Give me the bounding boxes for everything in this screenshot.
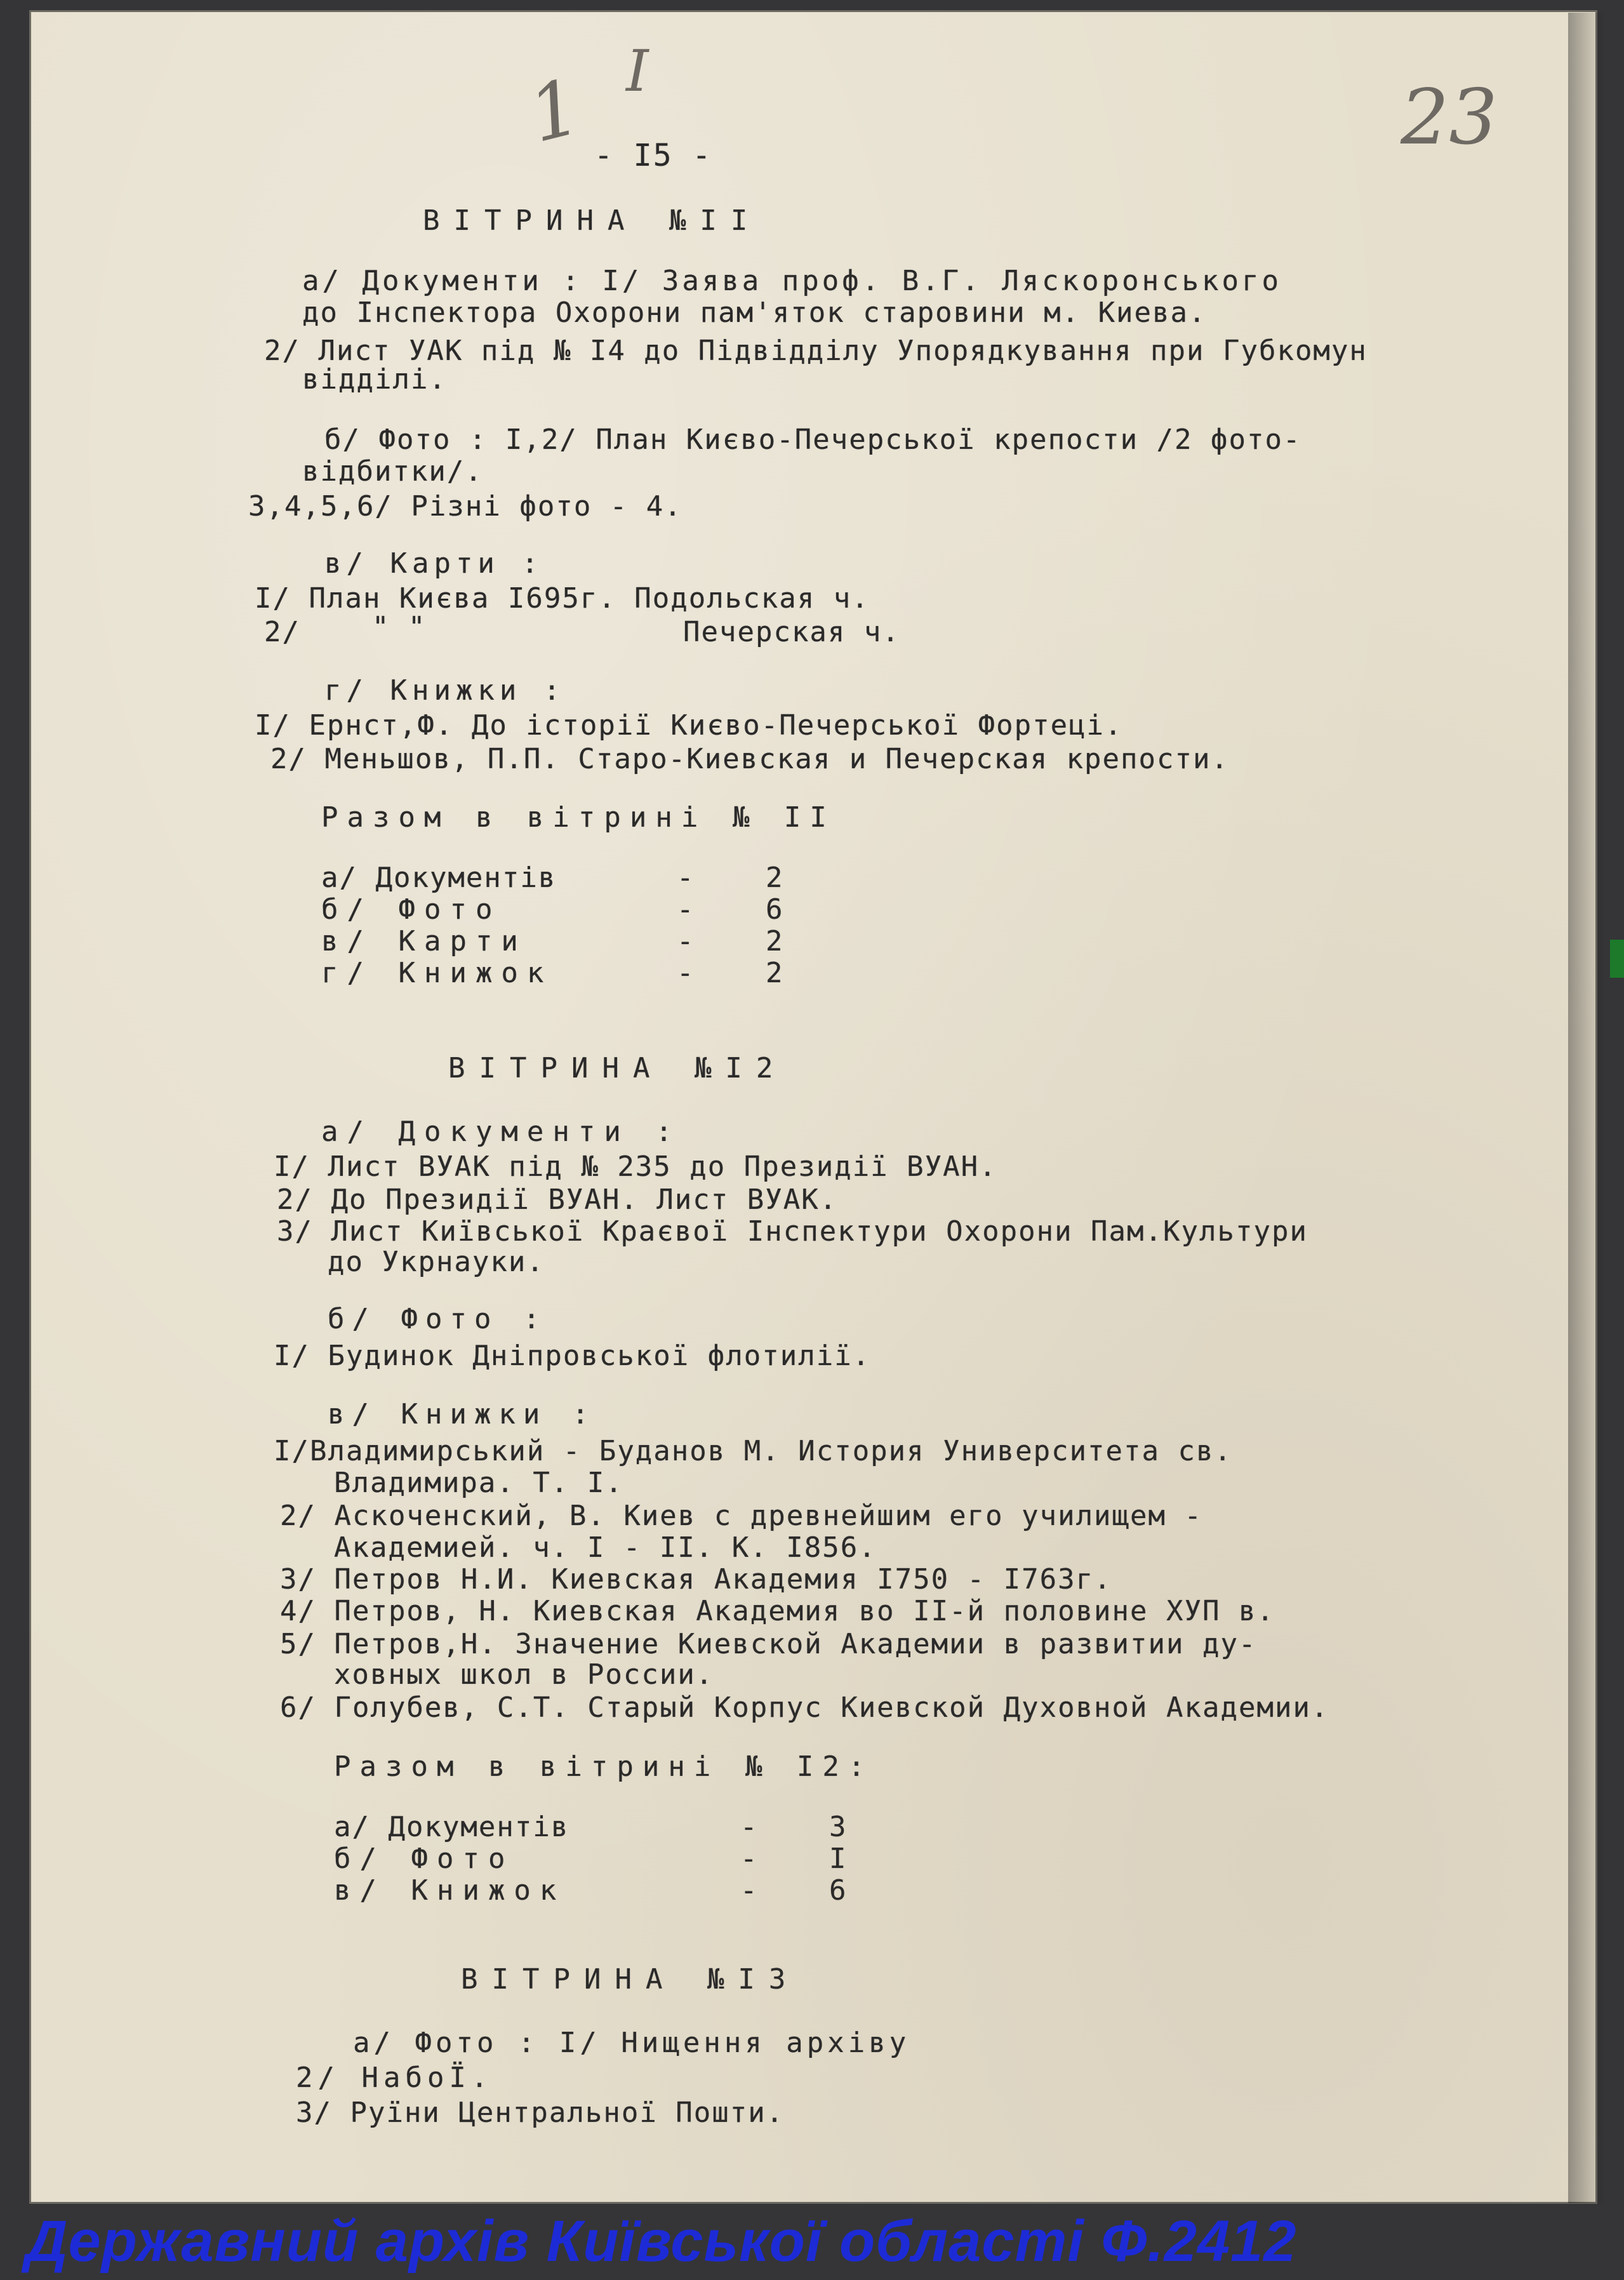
cabinet12-books-line2: Владимира. Т. I. (334, 1467, 623, 1499)
total-value: 2 (766, 957, 784, 989)
cabinet12-docs-line2: 2/ До Президії ВУАН. Лист ВУАК. (277, 1183, 838, 1216)
document-page (29, 10, 1597, 2204)
cabinet12-books-title: в/ Книжки : (328, 1398, 597, 1430)
cabinet12-books-line9: 6/ Голубев, С.Т. Старый Корпус Киевской Духовной Академии. (280, 1691, 1329, 1724)
total-label: а/ Документів (334, 1811, 569, 1843)
cabinet11-photo-line3: 3,4,5,6/ Різні фото - 4. (248, 490, 682, 523)
total-label: в/ Карти (321, 925, 527, 957)
cabinet12-total-row (334, 1874, 848, 1907)
total-dash: - (677, 893, 695, 926)
cabinet11-photo-line2: відбитки/. (302, 455, 483, 488)
cabinet11-maps-title: в/ Карти : (324, 547, 543, 580)
cabinet12-docs-line1: I/ Лист ВУАК під № 235 до Президії ВУАН. (274, 1150, 997, 1183)
total-value: 6 (829, 1874, 848, 1907)
total-dash: - (740, 1843, 759, 1875)
cabinet11-books-line2: 2/ Меньшов, П.П. Старо-Киевская и Печерская крепости. (270, 743, 1229, 775)
cabinet11-docs-line2: до Інспектора Охорони пам'яток старовини м. Киева. (302, 297, 1207, 329)
total-dash: - (677, 957, 695, 989)
total-value: 3 (829, 1811, 848, 1843)
cabinet12-docs-line4: до Укрнауки. (328, 1246, 545, 1278)
cabinet12-books-line3: 2/ Аскоченский, В. Киев с древнейшим его училищем - (280, 1500, 1203, 1532)
cabinet11-docs-line4: відділі. (302, 363, 447, 396)
total-value: 6 (766, 893, 784, 926)
cabinet12-photo-title: б/ Фото : (328, 1303, 548, 1335)
cabinet13-photo-line2: 2/ НабоЇ. (296, 2062, 493, 2094)
cabinet13-heading: ВІТРИНА №I3 (461, 1963, 800, 1996)
total-label: в/ Книжок (334, 1874, 566, 1907)
cabinet12-books-line7: 5/ Петров,Н. Значение Киевской Академии в развитии ду- (280, 1628, 1257, 1660)
cabinet12-books-line1: I/Владимирський - Буданов М. История Университета св. (274, 1435, 1232, 1467)
scanner-edge-mark (1610, 940, 1624, 978)
cabinet12-photo-line1: I/ Будинок Дніпровської флотилії. (274, 1340, 871, 1372)
cabinet11-total-row (321, 959, 784, 987)
cabinet12-total-row (334, 1813, 848, 1841)
cabinet11-books-line1: I/ Ернст,Ф. До історії Києво-Печерської Фортеці. (255, 709, 1123, 742)
cabinet12-heading: ВІТРИНА №I2 (448, 1052, 787, 1084)
cabinet12-books-line8: ховных школ в России. (334, 1658, 714, 1691)
page-edge-shadow (1568, 13, 1606, 2203)
archive-page-number: 23 (1401, 74, 1498, 162)
cabinet11-docs-line3: 2/ Лист УАК під № I4 до Підвідділу Упорядкування при Губкомун (264, 335, 1368, 367)
cabinet12-docs-title: а/ Документи : (321, 1116, 681, 1148)
total-value: 2 (766, 925, 784, 957)
archive-caption: Державний архів Київської області Ф.2412 (25, 2209, 1297, 2274)
cabinet11-total-row (321, 893, 784, 926)
total-label: а/ Документів (321, 862, 557, 894)
cabinet11-total-row (321, 864, 784, 892)
total-dash: - (740, 1811, 759, 1843)
total-value: 2 (766, 862, 784, 894)
pencil-mark: 1 (521, 62, 590, 161)
cabinet11-photo-line1: б/ Фото : I,2/ План Києво-Печерської крепости /2 фото- (324, 423, 1301, 456)
page-number: - I5 - (594, 138, 712, 173)
cabinet13-photo-line1: а/ Фото : I/ Нищення архіву (353, 2027, 910, 2059)
cabinet11-maps-line1: I/ План Києва I695г. Подольская ч. (255, 582, 870, 615)
total-dash: - (740, 1874, 759, 1907)
total-dash: - (677, 862, 695, 894)
total-label: г/ Книжок (321, 957, 553, 989)
cabinet12-books-line6: 4/ Петров, Н. Киевская Академия во II-й половине XУП в. (280, 1595, 1275, 1627)
pencil-mark-small: I (626, 38, 649, 105)
cabinet11-total-title: Разом в вітрині № II (321, 801, 835, 834)
cabinet11-books-title: г/ Книжки : (324, 674, 566, 707)
total-label: б/ Фото (321, 893, 502, 926)
cabinet12-books-line4: Академией. ч. I - II. К. I856. (334, 1531, 877, 1564)
cabinet11-total-row (321, 925, 784, 957)
cabinet11-heading: ВІТРИНА №II (423, 204, 762, 237)
cabinet12-total-row (334, 1845, 848, 1873)
cabinet12-docs-line3: 3/ Лист Київської Краєвої Інспектури Охорони Пам.Культури (277, 1215, 1308, 1248)
cabinet11-docs-line1: а/ Документи : I/ Заява проф. В.Г. Ляскоронського (302, 265, 1282, 297)
cabinet11-maps-line2-ditto: " " (372, 611, 427, 643)
cabinet12-total-title: Разом в вітрині № I2: (334, 1750, 874, 1783)
cabinet12-books-line5: 3/ Петров Н.И. Киевская Академия I750 - I763г. (280, 1563, 1112, 1596)
total-value: I (829, 1843, 848, 1875)
total-dash: - (677, 925, 695, 957)
cabinet11-maps-line2-num: 2/ (264, 616, 300, 648)
total-label: б/ Фото (334, 1843, 514, 1875)
cabinet13-photo-line3: 3/ Руїни Центральної Пошти. (296, 2097, 785, 2129)
cabinet11-maps-line2-text: Печерская ч. (683, 616, 900, 648)
